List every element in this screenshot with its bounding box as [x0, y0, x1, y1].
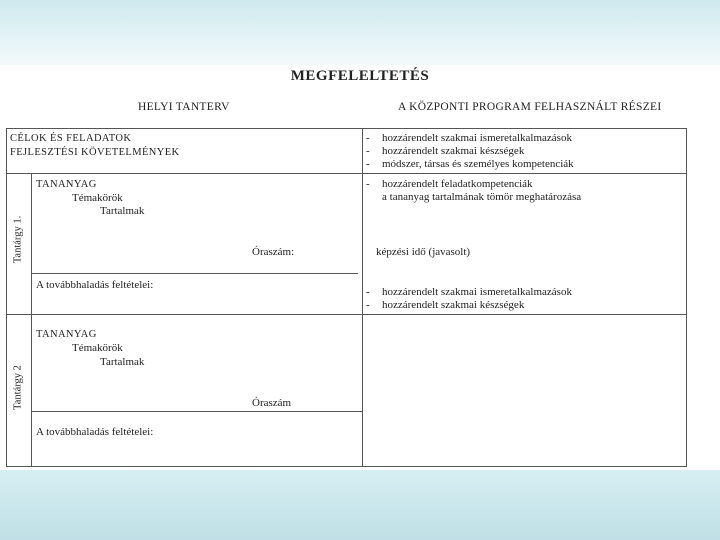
subject2-tartalmak: Tartalmak: [100, 356, 145, 368]
top-right-item-2-text: hozzárendelt szakmai készségek: [382, 145, 525, 157]
table-label-column-divider: [31, 173, 32, 466]
subject2-temakorok: Témakörök: [72, 342, 123, 354]
bottom-gradient-band: [0, 470, 720, 540]
subject1-temakorok: Témakörök: [72, 192, 123, 204]
subject1-right-item-2: [366, 286, 572, 299]
top-right-item-2: [366, 145, 524, 158]
column-header-right: A KÖZPONTI PROGRAM FELHASZNÁLT RÉSZEI: [398, 101, 662, 113]
top-left-line-1: CÉLOK ÉS FELADATOK: [10, 133, 132, 144]
table-border-top: [6, 128, 687, 129]
document-sheet: [0, 65, 720, 470]
table-column-divider: [362, 128, 363, 466]
top-gradient-band: [0, 0, 720, 65]
dash-marker: -: [366, 178, 370, 190]
subject1-tananyag: TANANYAG: [36, 179, 97, 190]
subject2-vertical-label: Tantárgy 2: [12, 365, 24, 410]
column-header-left: HELYI TANTERV: [138, 101, 230, 113]
table-row-divider-2: [6, 314, 687, 315]
table-border-left: [6, 128, 7, 466]
subject1-right-item-2-text: hozzárendelt szakmai ismeretalkalmazások: [382, 286, 572, 298]
top-left-line-2: FEJLESZTÉSI KÖVETELMÉNYEK: [10, 147, 180, 158]
subject1-right-item-3: [366, 299, 524, 312]
page-title: MEGFELELTETÉS: [290, 68, 430, 84]
top-right-item-1: [366, 132, 572, 145]
dash-marker: -: [366, 145, 370, 157]
dash-marker: -: [366, 286, 370, 298]
top-right-item-3: [366, 158, 574, 171]
subject1-right-item-1: [366, 178, 533, 191]
subject2-tovabbhaladas: A továbbhaladás feltételei:: [36, 426, 154, 438]
subject2-tananyag: TANANYAG: [36, 329, 97, 340]
dash-marker: -: [366, 158, 370, 170]
table-row-divider-1: [6, 173, 687, 174]
subject1-tartalmak: Tartalmak: [100, 205, 145, 217]
subject1-vertical-label: Tantárgy 1.: [12, 215, 24, 264]
top-right-item-3-text: módszer, társas és személyes kompetenciák: [382, 158, 574, 170]
subject1-tovabbhaladas: A továbbhaladás feltételei:: [36, 279, 154, 291]
subject2-oraszam: Óraszám: [252, 397, 292, 409]
subject1-right-item-1-text: hozzárendelt feladatkompetenciák: [382, 178, 533, 190]
subject1-right-subtext: a tananyag tartalmának tömör meghatározása: [382, 191, 582, 203]
subject1-inner-divider: [31, 273, 358, 274]
table-border-right: [686, 128, 687, 466]
dash-marker: -: [366, 299, 370, 311]
subject1-right-item-3-text: hozzárendelt szakmai készségek: [382, 299, 525, 311]
top-right-item-1-text: hozzárendelt szakmai ismeretalkalmazások: [382, 132, 572, 144]
dash-marker: -: [366, 132, 370, 144]
subject2-inner-divider: [31, 411, 362, 412]
table-border-bottom: [6, 466, 687, 467]
subject1-kepzesi-ido: képzési idő (javasolt): [376, 246, 471, 258]
subject1-oraszam: Óraszám:: [252, 246, 295, 258]
